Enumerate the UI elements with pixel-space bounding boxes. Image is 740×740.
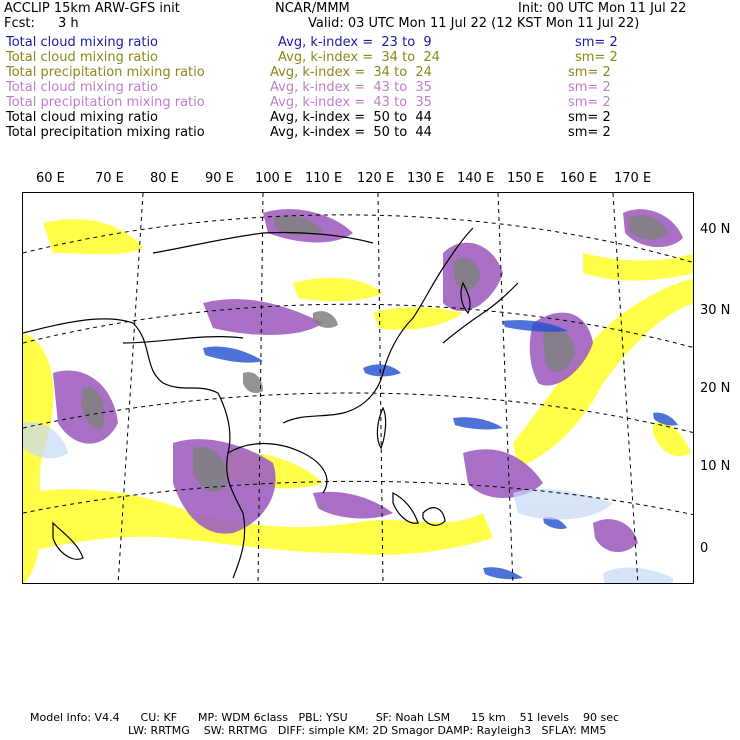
longitude-label: 80 E: [150, 171, 179, 186]
fcst-label: Fcst:: [4, 16, 35, 31]
legend-smoothing: sm= 2: [568, 125, 611, 140]
legend-field-name: Total cloud mixing ratio: [6, 110, 159, 125]
legend-smoothing: sm= 2: [568, 80, 611, 95]
legend-field-name: Total precipitation mixing ratio: [6, 125, 205, 140]
latitude-label: 30 N: [700, 303, 731, 318]
longitude-label: 140 E: [457, 171, 495, 186]
longitude-label: 90 E: [205, 171, 234, 186]
model-info-line2: LW: RRTMG SW: RRTMG DIFF: simple KM: 2D Smagor DAMP: Rayleigh3 SFLAY: MM5: [128, 724, 607, 737]
longitude-label: 150 E: [507, 171, 545, 186]
legend-field-name: Total precipitation mixing ratio: [6, 65, 205, 80]
fcst-value: 3 h: [58, 16, 79, 31]
model-info-line1: Model Info: V4.4 CU: KF MP: WDM 6class PBL: YSU SF: Noah LSM 15 km 51 levels 90 sec: [30, 711, 620, 724]
center-label: NCAR/MMM: [275, 1, 350, 16]
legend-level-range: Avg, k-index = 34 to 24: [270, 65, 432, 80]
plot-title: ACCLIP 15km ARW-GFS init: [4, 1, 180, 16]
latitude-label: 10 N: [700, 459, 731, 474]
latitude-label: 20 N: [700, 381, 731, 396]
longitude-label: 110 E: [305, 171, 343, 186]
mid-level-cloud-layer: [23, 219, 694, 584]
legend-smoothing: sm= 2: [575, 50, 618, 65]
legend-field-name: Total cloud mixing ratio: [6, 35, 159, 50]
longitude-label: 130 E: [407, 171, 445, 186]
valid-time: Valid: 03 UTC Mon 11 Jul 22 (12 KST Mon 11 Jul 22): [308, 16, 640, 31]
legend-smoothing: sm= 2: [568, 110, 611, 125]
legend-level-range: Avg, k-index = 23 to 9: [278, 35, 432, 50]
legend-field-name: Total precipitation mixing ratio: [6, 95, 205, 110]
longitude-label: 160 E: [560, 171, 598, 186]
map-canvas: [23, 193, 694, 584]
longitude-label: 120 E: [357, 171, 395, 186]
legend-field-name: Total cloud mixing ratio: [6, 50, 159, 65]
longitude-label: 170 E: [614, 171, 652, 186]
longitude-label: 100 E: [255, 171, 293, 186]
legend-level-range: Avg, k-index = 43 to 35: [270, 95, 432, 110]
legend-smoothing: sm= 2: [575, 35, 618, 50]
legend-smoothing: sm= 2: [568, 65, 611, 80]
longitude-label: 70 E: [95, 171, 124, 186]
legend-level-range: Avg, k-index = 50 to 44: [270, 110, 432, 125]
init-time: Init: 00 UTC Mon 11 Jul 22: [518, 1, 687, 16]
legend-smoothing: sm= 2: [568, 95, 611, 110]
legend-level-range: Avg, k-index = 34 to 24: [278, 50, 440, 65]
legend-level-range: Avg, k-index = 50 to 44: [270, 125, 432, 140]
legend-field-name: Total cloud mixing ratio: [6, 80, 159, 95]
map-panel: [22, 192, 694, 584]
legend-level-range: Avg, k-index = 43 to 35: [270, 80, 432, 95]
longitude-label: 60 E: [36, 171, 65, 186]
latitude-label: 40 N: [700, 222, 731, 237]
latitude-label: 0: [700, 541, 709, 556]
